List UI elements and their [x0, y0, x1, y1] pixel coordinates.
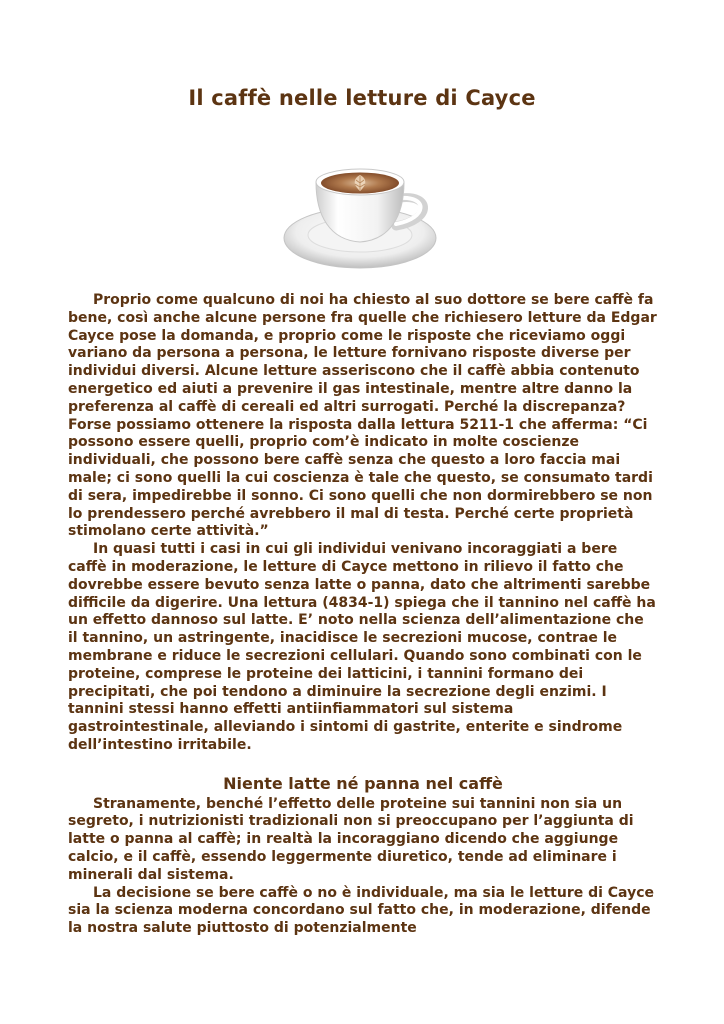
page-title: Il caffè nelle letture di Cayce — [188, 86, 536, 110]
paragraph: Proprio come qualcuno di noi ha chiesto al suo dottore se bere caffè fa bene, così anche alcune persone fra quelle che richiesero letture da Edgar Cayce pose la domanda, e proprio come le risposte che riceviamo oggi variano da persona a persona, le letture fornivano risposte diverse per individui diversi. Alcune letture asseriscono che il caffè abbia contenuto energetico ed aiuti a prevenire il gas intestinale, mentre altre danno la preferenza al caffè di cereali ed altri surrogati. Perché la discrepanza? Forse possiamo ottenere la risposta dalla lettura 5211-1 che afferma: “Ci possono essere quelli, proprio com’è indicato in molte coscienze individuali, che possono bere caffè senza che questo a loro faccia mai male; ci sono quelli la cui coscienza è tale che questo, se consumato tardi di sera, impedirebbe il sonno. Ci sono quelli che non dormirebbero se non lo prendessero perché avrebbero il mal di testa. Perché certe proprietà stimolano certe attività.” — [68, 292, 657, 540]
paragraph: Stranamente, benché l’effetto delle proteine sui tannini non sia un segreto, i nutrizionisti tradizionali non si preoccupano per l’aggiunta di latte o panna al caffè; in realtà la incoraggiano dicendo che aggiunge calcio, e il caffè, essendo leggermente diuretico, tende ad eliminare i minerali dal sistema. — [68, 795, 634, 883]
section-heading: Niente latte né panna nel caffè — [223, 773, 503, 793]
coffee-cup-icon — [282, 160, 442, 278]
paragraph: In quasi tutti i casi in cui gli individui venivano incoraggiati a bere caffè in moderazione, le letture di Cayce mettono in rilievo il fatto che dovrebbe essere bevuto senza latte o panna, dato che altrimenti sarebbe difficile da digerire. Una lettura (4834-1) spiega che il tannino nel caffè ha un effetto dannoso sul latte. E’ noto nella scienza dell’alimentazione che il tannino, un astringente, inacidisce le secrezioni mucose, contrae le membrane e riduce le secrezioni cellulari. Quando sono combinati con le proteine, comprese le proteine dei latticini, i tannini formano dei precipitati, che poi tendono a diminuire la secrezione degli enzimi. I tannini stessi hanno effetti antiinfiammatori sul sistema gastrointestinale, alleviando i sintomi di gastrite, enterite e sindrome dell’intestino irritabile. — [68, 541, 656, 753]
paragraph: La decisione se bere caffè o no è individuale, ma sia le letture di Cayce sia la scienza moderna concordano sul fatto che, in moderazione, difende la nostra salute piuttosto di potenzialmente — [68, 884, 654, 937]
article-body — [68, 292, 658, 938]
